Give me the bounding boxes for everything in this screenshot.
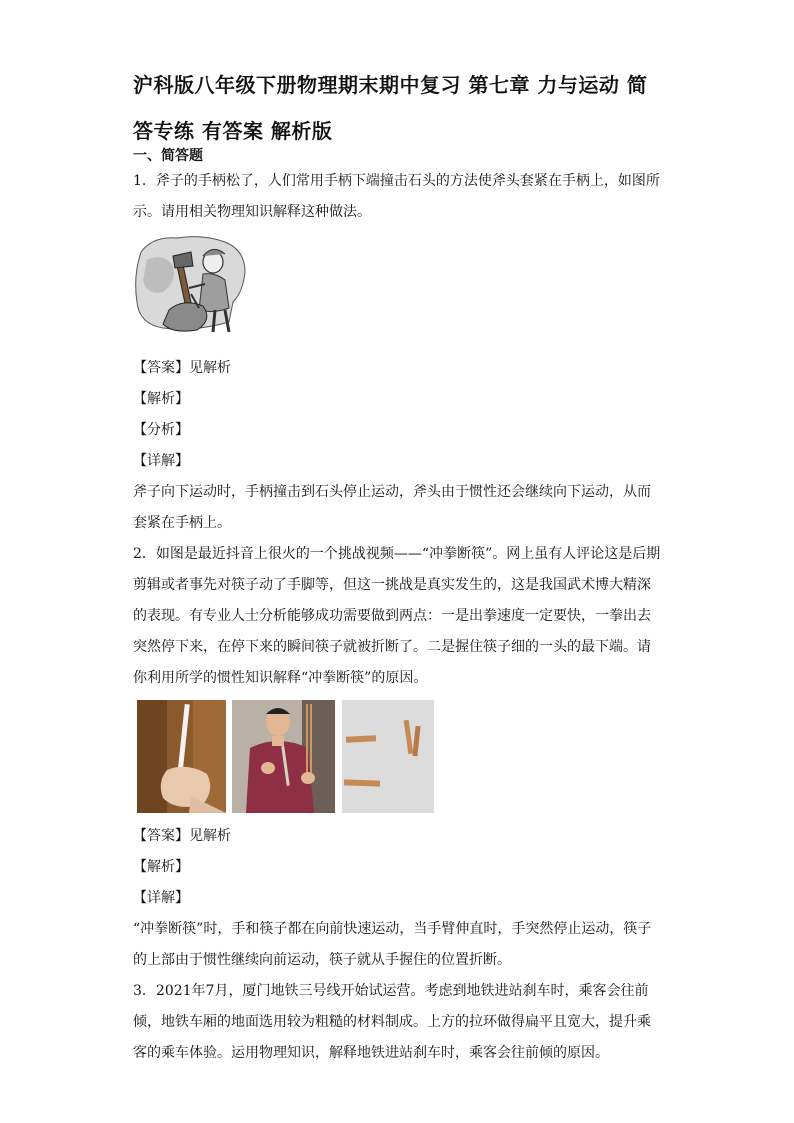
question-2-answer: 【答案】见解析 xyxy=(133,828,231,844)
question-1-answer: 【答案】见解析 xyxy=(133,360,231,376)
document-title: 沪科版八年级下册物理期末期中复习 第七章 力与运动 简答专练 有答案 解析版 xyxy=(133,73,648,143)
photo-hand-holding-chopstick xyxy=(137,700,226,813)
question-1-detail-text: 斧子向下运动时，手柄撞击到石头停止运动，斧头由于惯性还会继续向下运动，从而套紧在手柄上。 xyxy=(133,484,651,531)
axe-cartoon-figure xyxy=(133,232,249,340)
photo-martial-artist xyxy=(232,700,335,813)
question-1-analysis: 【解析】 xyxy=(133,391,189,407)
photo-broken-chopsticks xyxy=(342,700,434,813)
question-2-analysis: 【解析】 xyxy=(133,859,189,875)
question-3-text: 3．2021年7月，厦门地铁三号线开始试运营。考虑到地铁进站刹车时，乘客会往前倾，地铁车厢的地面选用较为粗糙的材料制成。上方的拉环做得扁平且宽大，提升乘客的乘车体验。运用物理知识，解释地铁进站刹车时，乘客会往前倾的原因。 xyxy=(133,983,651,1061)
question-1-fenxi: 【分析】 xyxy=(133,422,189,438)
question-2-text: 2．如图是最近抖音上很火的一个挑战视频——“冲拳断筷”。网上虽有人评论这是后期剪辑或者事先对筷子动了手脚等，但这一挑战是真实发生的，这是我国武术博大精深的表现。有专业人士分析能够成功需要做到两点：一是出拳速度一定要快，一拳出去突然停下来，在停下来的瞬间筷子就被折断了。二是握住筷子细的一头的最下端。请你利用所学的惯性知识解释“冲拳断筷”的原因。 xyxy=(133,546,661,686)
question-2-detail-text: “冲拳断筷”时，手和筷子都在向前快速运动，当手臂伸直时，手突然停止运动，筷子的上部由于惯性继续向前运动，筷子就从手握住的位置折断。 xyxy=(133,921,652,968)
section-heading: 一、简答题 xyxy=(133,148,203,164)
question-1-text: 1．斧子的手柄松了，人们常用手柄下端撞击石头的方法使斧头套紧在手柄上，如图所示。请用相关物理知识解释这种做法。 xyxy=(133,173,660,220)
question-1-detail: 【详解】 xyxy=(133,453,189,469)
question-2-detail: 【详解】 xyxy=(133,890,189,906)
